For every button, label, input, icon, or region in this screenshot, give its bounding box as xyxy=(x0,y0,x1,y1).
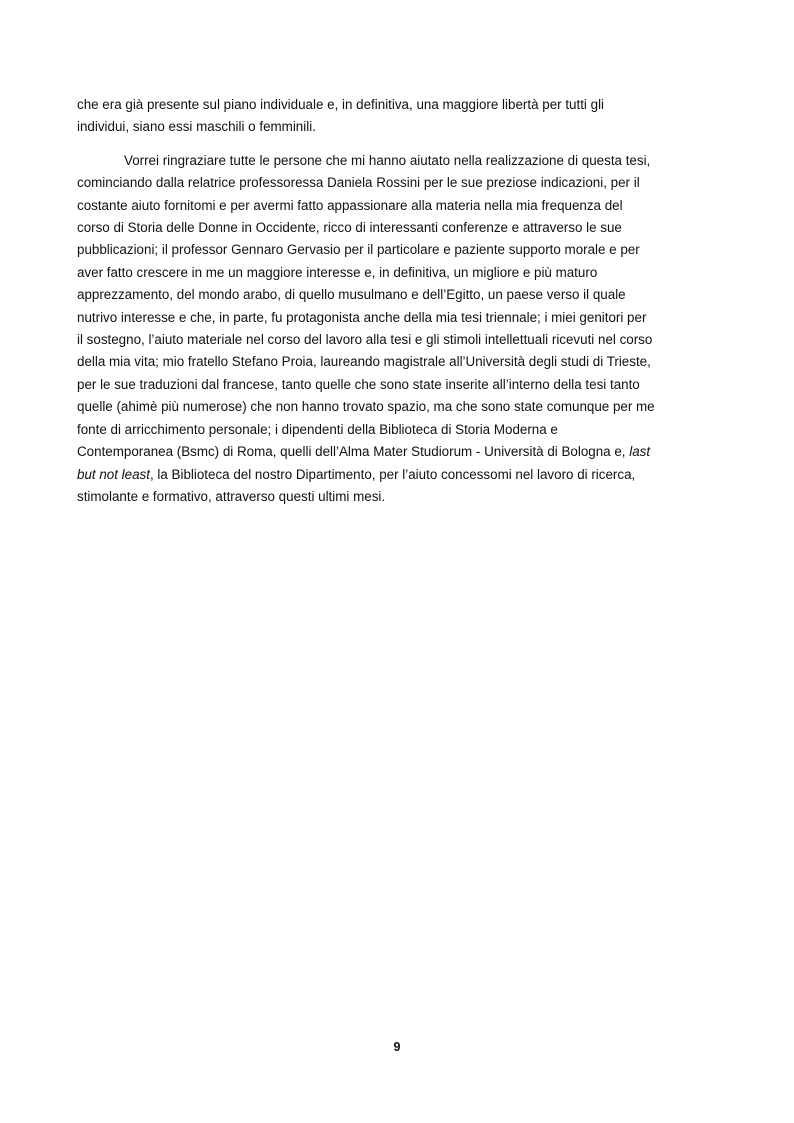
paragraph-2-line-14 xyxy=(77,441,718,463)
paragraph-2-line-1: Vorrei ringraziare tutte le persone che mi hanno aiutato nella realizzazione di questa tesi, xyxy=(124,152,651,168)
paragraph-2-line-7: apprezzamento, del mondo arabo, di quello musulmano e dell’Egitto, un paese verso il quale xyxy=(77,287,626,303)
italic-phrase-part2: but not least xyxy=(77,466,150,482)
paragraph-2-line-3: costante aiuto fornitomi e per avermi fatto appassionare alla materia nella mia frequenza del xyxy=(77,197,623,213)
italic-phrase-part1: last xyxy=(629,444,651,460)
paragraph-2-line-15 xyxy=(77,464,718,486)
paragraph-2 xyxy=(77,150,718,509)
paragraph-2-line-12: quelle (ahimè più numerose) che non hanno trovato spazio, ma che sono state comunque per me xyxy=(77,399,655,415)
paragraph-2-line-8: nutrivo interesse e che, in parte, fu protagonista anche della mia tesi triennale; i miei genitori per xyxy=(77,309,647,325)
paragraph-2-line-11: per le sue traduzioni dal francese, tanto quelle che sono state inserite all’interno della tesi tanto xyxy=(77,376,640,392)
paragraph-2-line-2: cominciando dalla relatrice professoressa Daniela Rossini per le sue preziose indicazioni, per il xyxy=(77,175,640,191)
paragraph-2-line-13: fonte di arricchimento personale; i dipendenti della Biblioteca di Storia Moderna e xyxy=(77,421,558,437)
page-number: 9 xyxy=(393,1040,401,1054)
paragraph-1-line-1: che era già presente sul piano individuale e, in definitiva, una maggiore libertà per tutti gli xyxy=(77,97,605,112)
paragraph-1-line-2: individui, siano essi maschili o femminili. xyxy=(77,119,316,135)
paragraph-2-line-9: il sostegno, l’aiuto materiale nel corso del lavoro alla tesi e gli stimoli intellettuali ricevuti nel corso xyxy=(77,332,653,348)
paragraph-2-line-4: corso di Storia delle Donne in Occidente, ricco di interessanti conferenze e attraverso le sue xyxy=(77,220,622,236)
body-text xyxy=(77,94,718,508)
paragraph-1 xyxy=(77,94,718,139)
paragraph-2-line-15-rest: , la Biblioteca del nostro Dipartimento, per l’aiuto concessomi nel lavoro di ricerca, xyxy=(149,466,636,482)
paragraph-2-line-14-text: Contemporanea (Bsmc) di Roma, quelli dell’Alma Mater Studiorum - Università di Bologna e, xyxy=(77,444,626,460)
paragraph-2-line-5: pubblicazioni; il professor Gennaro Gervasio per il particolare e paziente supporto morale e per xyxy=(77,242,640,258)
paragraph-2-line-6: aver fatto crescere in me un maggiore interesse e, in definitiva, un migliore e più maturo xyxy=(77,264,598,280)
paragraph-2-line-16: stimolante e formativo, attraverso questi ultimi mesi. xyxy=(77,488,386,504)
paragraph-2-line-10: della mia vita; mio fratello Stefano Proia, laureando magistrale all’Università degli studi di Trieste, xyxy=(77,354,651,370)
